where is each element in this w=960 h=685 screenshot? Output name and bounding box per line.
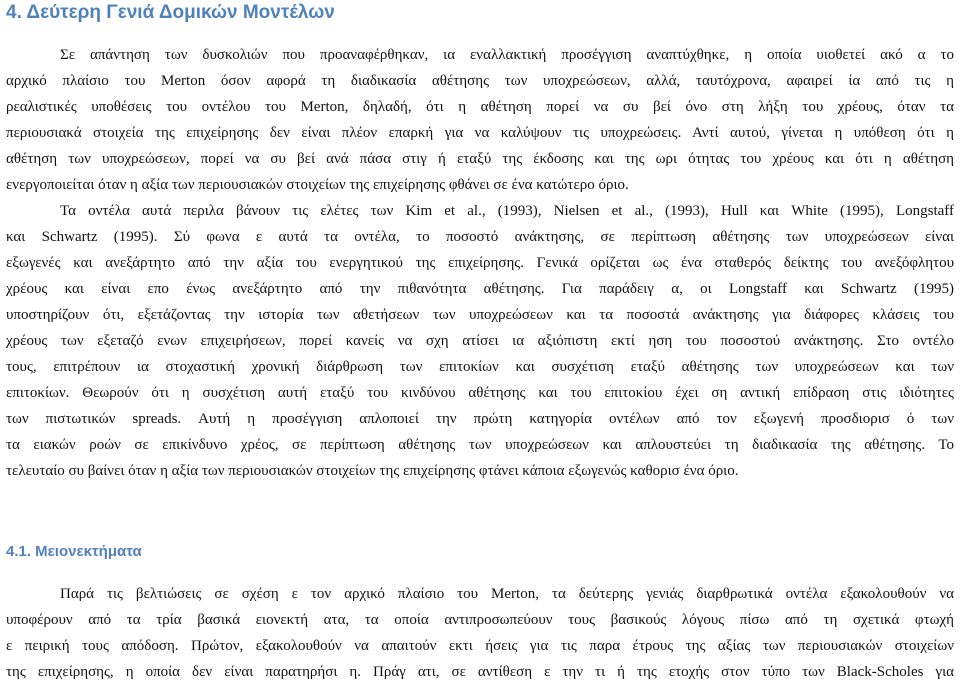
paragraph-intro [6,42,954,198]
paragraph-models [6,198,954,484]
text-line: Τα οντέλα αυτά περιλα βάνουν τις ελέτες των Kim et al., (1993), Nielsen et al., (1993), Hull και White (1995), Longstaff [60,203,954,219]
text-line: υποστηρίζουν ότι, εξετάζοντας την ιστορία των αθετήσεων των υποχρεώσεων και τα ποσοστά ανάκτησης για διάφορες κλάσεις του [6,307,954,323]
text-line: επιτοκίων. Θεωρούν ότι η συσχέτιση αυτή εταξύ του κινδύνου αθέτησης και του επιτοκίου έχει ση αντική επίδραση στις ιδιότητες [6,385,954,401]
text-line: τα ειακών ροών σε επικίνδυνο χρέος, σε περίπτωση αθέτησης των υποχρεώσεων και απλουστεύει τη διαδικασία της αθέτησης. Το [6,437,954,453]
text-line: χρέους των εξεταζό ενων επιχειρήσεων, πορεί κανείς να σχη ατίσει ια αξιόπιστη εκτί ηση του ποσοστού ανάκτησης. Στο οντέλο [6,333,954,349]
text-line: ε πειρική τους απόδοση. Πρώτον, εξακολουθούν να απαιτούν εκτι ήσεις για τις παρα έτρους της αξίας των περιουσιακών στοιχείων [6,638,954,654]
text-line: των πιστωτικών spreads. Αυτή η προσέγγιση απλοποιεί την πρώτη κατηγορία οντέλων από τον εξωγενή προσδιορισ ό των [6,411,954,427]
text-line: περιουσιακά στοιχεία της επιχείρησης δεν είναι πλέον επαρκή για να καλύψουν τις υποχρεώσεις. Αντί αυτού, γίνεται η υπόθεση ότι η [6,125,954,141]
text-line: ρεαλιστικές υποθέσεις του οντέλου του Merton, δηλαδή, ότι η αθέτηση πορεί να συ βεί όνο στη λήξη του χρέους, όταν τα [6,99,954,115]
text-line: εξωγενές και ανεξάρτητο από την αξία του ενεργητικού της επιχείρησης. Γενικά ορίζεται ως ένα σταθερός δείκτης του ανεξόφλητου [6,255,954,271]
text-line: και Schwartz (1995). Σύ φωνα ε αυτά τα οντέλα, το ποσοστό ανάκτησης, σε περίπτωση αθέτησης των υποχρεώσεων είναι [6,229,954,245]
text-line: της επιχείρησης, η οποία δεν είναι παρατηρήσι η. Πράγ ατι, σε αντίθεση ε την τι ή της ετοχής στον τύπο των Black-Scholes για [6,664,954,680]
text-line: υποφέρουν από τα τρία βασικά ειονεκτή ατα, τα οποία αντιπροσωπεύουν τους βασικούς λόγους πίσω από τη σχετικά φτωχή [6,612,954,628]
text-line: ενεργοποιείται όταν η αξία των περιουσιακών στοιχείων της επιχείρησης φθάνει σε ένα κατώτερο όριο. [6,177,629,193]
text-line: αρχικό πλαίσιο του Merton όσον αφορά τη διαδικασία αθέτησης των υποχρεώσεων, αλλά, ταυτόχρονα, αφαιρεί ία από τις η [6,73,954,89]
text-line: χρέους και είναι επο ένως ανεξάρτητο από την πιθανότητα αθέτησης. Για παράδειγ α, οι Longstaff και Schwartz (1995) [6,281,954,297]
paragraph-drawbacks [6,581,954,685]
text-line: αθέτηση των υποχρεώσεων, πορεί να συ βεί ανά πάσα στιγ ή εταξύ της έκδοσης και της ωρι ότητας του χρέους και ότι η αθέτηση [6,151,954,167]
text-line: τελευταίο συ βαίνει όταν η αξία των περιουσιακών στοιχείων της επιχείρησης φτάνει κάποια εξωγενώς καθορισ ένα όριο. [6,463,739,479]
text-line: Παρά τις βελτιώσεις σε σχέση ε τον αρχικό πλαίσιο του Merton, τα δεύτερης γενιάς διαρθρωτικά οντέλα εξακολουθούν να [60,586,954,602]
text-line: τους, επιτρέπουν ια στοχαστική χρονική διάρθρωση των επιτοκίων και συσχέτιση εταξύ αθέτησης των υποχρεώσεων και των [6,359,954,375]
text-line: Σε απάντηση των δυσκολιών που προαναφέρθηκαν, ια εναλλακτική προσέγγιση αναπτύχθηκε, η οποία υιοθετεί ακό α το [60,47,954,63]
section-title: 4. Δεύτερη Γενιά Δομικών Μοντέλων [6,2,335,23]
subsection-title: 4.1. Μειονεκτήματα [6,543,142,560]
